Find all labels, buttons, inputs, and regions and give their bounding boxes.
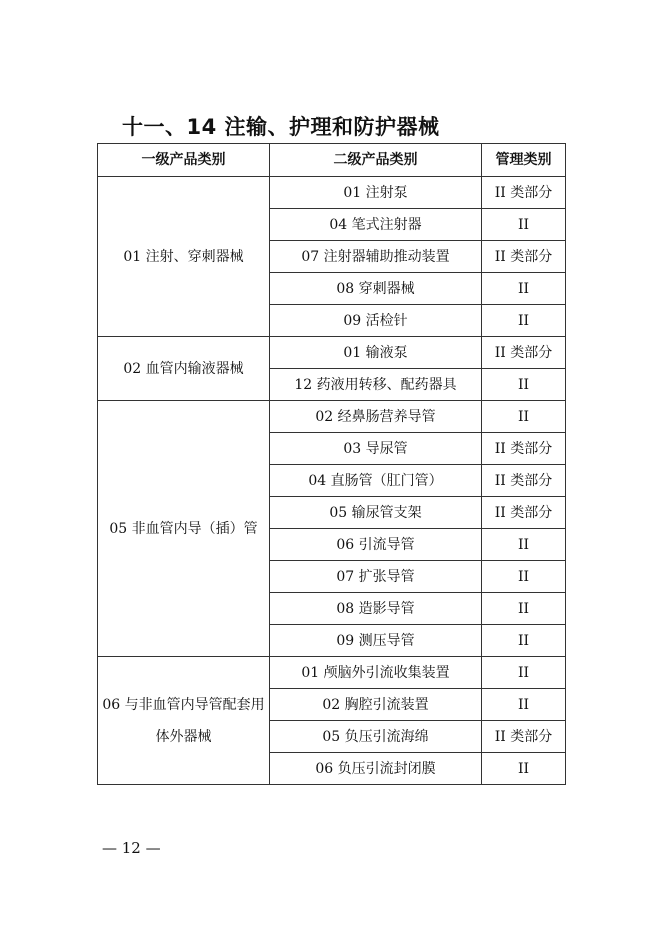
class-cell: II [482, 369, 566, 401]
table-header-row [98, 144, 566, 177]
level2-cell: 03 导尿管 [270, 433, 482, 465]
level2-cell: 07 注射器辅助推动装置 [270, 241, 482, 273]
level2-cell: 06 负压引流封闭膜 [270, 753, 482, 785]
class-cell: II [482, 401, 566, 433]
class-cell: II [482, 273, 566, 305]
level2-cell: 01 输液泵 [270, 337, 482, 369]
class-cell: II 类部分 [482, 497, 566, 529]
class-cell: II [482, 657, 566, 689]
level2-cell: 02 胸腔引流装置 [270, 689, 482, 721]
level2-cell: 07 扩张导管 [270, 561, 482, 593]
class-cell: II 类部分 [482, 465, 566, 497]
header-level1: 一级产品类别 [98, 144, 270, 177]
section-title: 十一、14 注输、护理和防护器械 [122, 115, 440, 139]
class-cell: II [482, 625, 566, 657]
level2-cell: 08 造影导管 [270, 593, 482, 625]
class-cell: II [482, 593, 566, 625]
table-row [98, 177, 566, 209]
class-cell: II [482, 561, 566, 593]
class-cell: II 类部分 [482, 337, 566, 369]
class-cell: II 类部分 [482, 241, 566, 273]
level2-cell: 04 笔式注射器 [270, 209, 482, 241]
table-row [98, 657, 566, 689]
level2-cell: 09 活检针 [270, 305, 482, 337]
class-cell: II [482, 689, 566, 721]
class-cell: II [482, 305, 566, 337]
level2-cell: 02 经鼻肠营养导管 [270, 401, 482, 433]
level1-cell: 02 血管内输液器械 [98, 337, 270, 401]
header-level2: 二级产品类别 [270, 144, 482, 177]
class-cell: II 类部分 [482, 177, 566, 209]
table-row [98, 401, 566, 433]
level2-cell: 01 颅脑外引流收集装置 [270, 657, 482, 689]
level2-cell: 04 直肠管（肛门管） [270, 465, 482, 497]
product-category-table [97, 143, 566, 785]
class-cell: II [482, 753, 566, 785]
level1-cell: 05 非血管内导（插）管 [98, 401, 270, 657]
level2-cell: 05 负压引流海绵 [270, 721, 482, 753]
level1-cell: 01 注射、穿刺器械 [98, 177, 270, 337]
class-cell: II [482, 209, 566, 241]
class-cell: II [482, 529, 566, 561]
level2-cell: 12 药液用转移、配药器具 [270, 369, 482, 401]
level2-cell: 09 测压导管 [270, 625, 482, 657]
level2-cell: 01 注射泵 [270, 177, 482, 209]
table-row [98, 337, 566, 369]
page-number: — 12 — [102, 839, 161, 857]
class-cell: II 类部分 [482, 721, 566, 753]
level2-cell: 08 穿刺器械 [270, 273, 482, 305]
class-cell: II 类部分 [482, 433, 566, 465]
level2-cell: 05 输尿管支架 [270, 497, 482, 529]
level1-cell: 06 与非血管内导管配套用体外器械 [98, 657, 270, 785]
header-class: 管理类别 [482, 144, 566, 177]
level2-cell: 06 引流导管 [270, 529, 482, 561]
